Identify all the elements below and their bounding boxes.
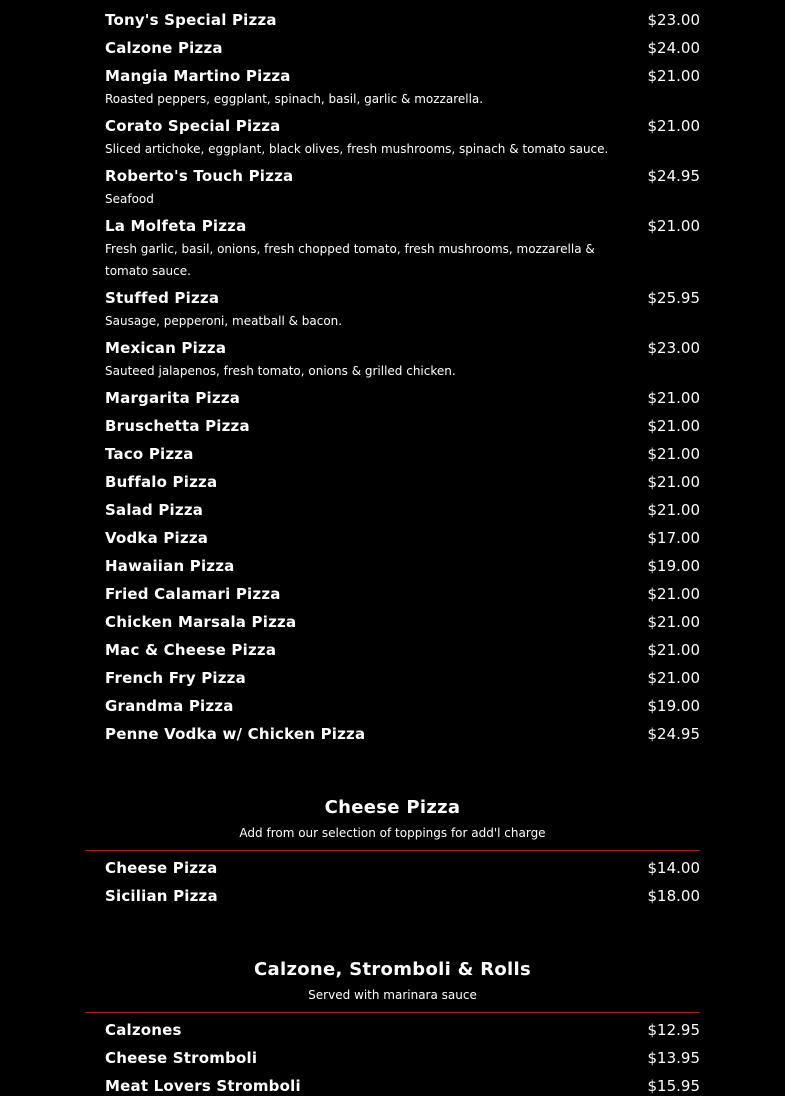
item-name: French Fry Pizza: [105, 669, 246, 687]
menu-item[interactable]: [105, 696, 700, 718]
menu-item[interactable]: [105, 10, 700, 32]
item-price: $21.00: [647, 613, 700, 631]
item-name: Cheese Stromboli: [105, 1049, 258, 1067]
item-price: $23.00: [647, 11, 700, 29]
item-name: Calzones: [105, 1021, 182, 1039]
item-name: Fried Calamari Pizza: [105, 585, 281, 603]
item-price: $24.95: [647, 167, 700, 185]
item-price: $21.00: [647, 641, 700, 659]
item-price: $13.95: [647, 1049, 700, 1067]
section-subtitle-cheese-pizza: Add from our selection of toppings for add'l charge: [239, 826, 546, 840]
item-name: La Molfeta Pizza: [105, 217, 247, 235]
item-description: Sausage, pepperoni, meatball & bacon.: [105, 314, 343, 328]
item-price: $17.00: [647, 529, 700, 547]
item-price: $21.00: [647, 501, 700, 519]
item-price: $21.00: [647, 67, 700, 85]
section-divider: [85, 1012, 700, 1013]
item-price: $21.00: [647, 669, 700, 687]
menu-item[interactable]: [105, 338, 700, 384]
item-name: Salad Pizza: [105, 501, 204, 519]
item-name: Chicken Marsala Pizza: [105, 613, 297, 631]
item-price: $14.00: [647, 859, 700, 877]
item-description: Sliced artichoke, eggplant, black olives, fresh mushrooms, spinach & tomato sauce.: [105, 142, 609, 156]
item-price: $23.00: [647, 339, 700, 357]
item-name: Tony's Special Pizza: [105, 11, 277, 29]
item-name: Taco Pizza: [105, 445, 194, 463]
item-name: Stuffed Pizza: [105, 289, 220, 307]
menu-item[interactable]: [105, 584, 700, 606]
item-price: $21.00: [647, 585, 700, 603]
item-name: Sicilian Pizza: [105, 887, 218, 905]
item-price: $21.00: [647, 445, 700, 463]
menu-item[interactable]: [105, 612, 700, 634]
menu-item[interactable]: [105, 416, 700, 438]
item-price: $15.95: [647, 1077, 700, 1095]
item-price: $21.00: [647, 389, 700, 407]
menu-item[interactable]: [105, 500, 700, 522]
item-name: Margarita Pizza: [105, 389, 241, 407]
item-name: Meat Lovers Stromboli: [105, 1077, 301, 1095]
menu-item[interactable]: [105, 1020, 700, 1042]
item-description: Fresh garlic, basil, onions, fresh chopped tomato, fresh mushrooms, mozzarella & tomato sauce.: [105, 242, 595, 278]
menu-item[interactable]: [105, 66, 700, 112]
item-price: $19.00: [647, 697, 700, 715]
menu-item[interactable]: [105, 288, 700, 334]
menu-item[interactable]: [105, 724, 700, 746]
menu-item[interactable]: [105, 472, 700, 494]
item-description: Seafood: [105, 192, 154, 206]
item-name: Corato Special Pizza: [105, 117, 281, 135]
item-name: Vodka Pizza: [105, 529, 209, 547]
item-price: $18.00: [647, 887, 700, 905]
item-name: Bruschetta Pizza: [105, 417, 250, 435]
menu-item[interactable]: [105, 886, 700, 908]
item-price: $25.95: [647, 289, 700, 307]
item-name: Roberto's Touch Pizza: [105, 167, 294, 185]
menu-item[interactable]: [105, 38, 700, 60]
item-price: $24.95: [647, 725, 700, 743]
menu-item[interactable]: [105, 640, 700, 662]
menu-item[interactable]: [105, 166, 700, 212]
section-title-calzone: Calzone, Stromboli & Rolls: [254, 959, 531, 980]
item-name: Mac & Cheese Pizza: [105, 641, 277, 659]
section-title-cheese-pizza: Cheese Pizza: [324, 797, 461, 818]
item-name: Hawaiian Pizza: [105, 557, 235, 575]
section-divider: [85, 850, 700, 851]
item-name: Mexican Pizza: [105, 339, 227, 357]
menu-item[interactable]: [105, 556, 700, 578]
item-description: Sauteed jalapenos, fresh tomato, onions & grilled chicken.: [105, 364, 456, 378]
item-price: $21.00: [647, 417, 700, 435]
section-subtitle-calzone: Served with marinara sauce: [308, 988, 477, 1002]
item-name: Mangia Martino Pizza: [105, 67, 291, 85]
menu-item[interactable]: [105, 668, 700, 690]
item-price: $24.00: [647, 39, 700, 57]
menu-item[interactable]: [105, 1048, 700, 1070]
menu-item[interactable]: [105, 116, 700, 162]
menu-item[interactable]: [105, 388, 700, 410]
item-price: $12.95: [647, 1021, 700, 1039]
item-price: $21.00: [647, 117, 700, 135]
item-description: Roasted peppers, eggplant, spinach, basil, garlic & mozzarella.: [105, 92, 484, 106]
item-name: Penne Vodka w/ Chicken Pizza: [105, 725, 366, 743]
item-price: $21.00: [647, 473, 700, 491]
item-name: Buffalo Pizza: [105, 473, 218, 491]
item-price: $19.00: [647, 557, 700, 575]
item-name: Grandma Pizza: [105, 697, 234, 715]
menu-item[interactable]: [105, 444, 700, 466]
item-name: Calzone Pizza: [105, 39, 223, 57]
menu-item[interactable]: [105, 216, 700, 282]
menu-item[interactable]: [105, 1076, 700, 1095]
menu-item[interactable]: [105, 858, 700, 880]
menu-item[interactable]: [105, 528, 700, 550]
item-name: Cheese Pizza: [105, 859, 218, 877]
item-price: $21.00: [647, 217, 700, 235]
